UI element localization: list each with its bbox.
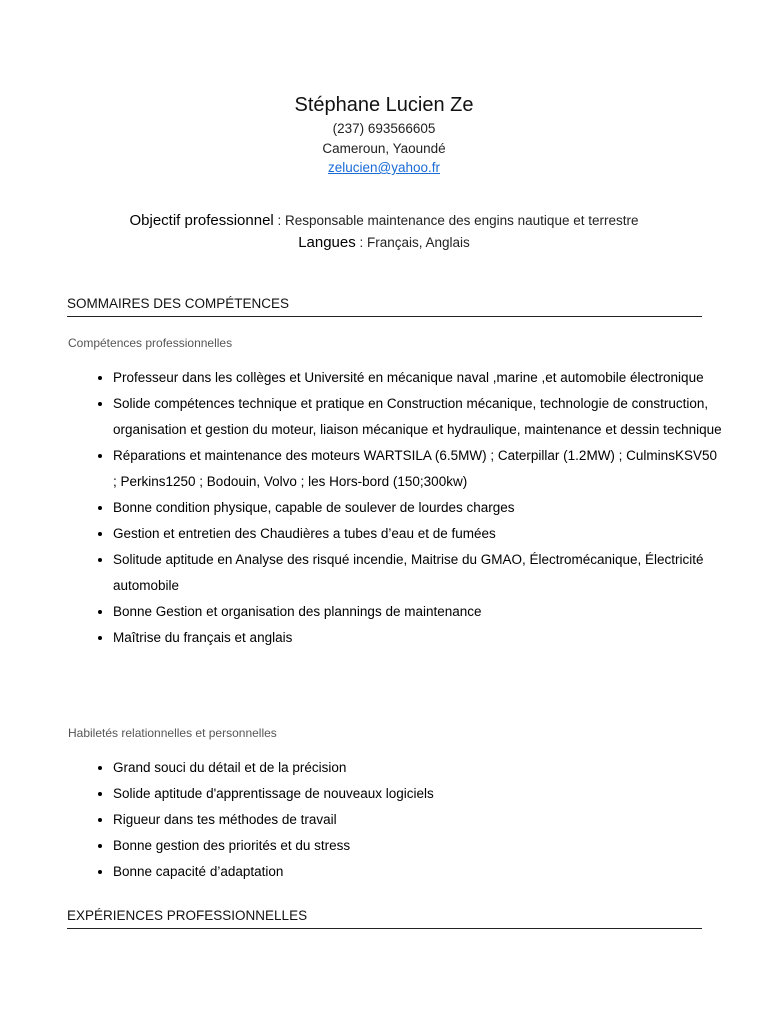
- list-item: • Bonne Gestion et organisation des plannings de maintenance: [113, 599, 723, 625]
- objective-block: [0, 210, 768, 254]
- resume-header: [0, 91, 768, 178]
- email-link[interactable]: zelucien@yahoo.fr: [327, 160, 440, 175]
- list-item: • Solitude aptitude en Analyse des risqué incendie, Maitrise du GMAO, Électromécanique, Électricité automobile: [113, 547, 723, 599]
- list-item: • Bonne condition physique, capable de soulever de lourdes charges: [113, 495, 723, 521]
- objective-label: Objectif professionnel: [129, 212, 274, 229]
- candidate-name: Stéphane Lucien Ze: [294, 94, 474, 116]
- personal-skills-heading: Habiletés relationnelles et personnelles: [68, 726, 277, 740]
- list-item: • Solide aptitude d'apprentissage de nouveaux logiciels: [113, 781, 723, 807]
- list-item: • Solide compétences technique et pratique en Construction mécanique, technologie de construction, organisation et gestion du moteur, liaison mécanique et hydraulique, maintenance et dessin technique: [113, 391, 723, 443]
- location: Cameroun, Yaoundé: [322, 140, 446, 156]
- list-item: • Maîtrise du français et anglais: [113, 625, 723, 651]
- professional-skills-list: [68, 365, 723, 651]
- objective-line: [0, 210, 768, 232]
- languages-line: [0, 232, 768, 254]
- list-item: • Gestion et entretien des Chaudières a tubes d’eau et de fumées: [113, 521, 723, 547]
- list-item: • Bonne gestion des priorités et du stress: [113, 833, 723, 859]
- personal-skills-list: [68, 755, 723, 885]
- list-item: • Rigueur dans tes méthodes de travail: [113, 807, 723, 833]
- languages-label: Langues: [298, 234, 356, 251]
- list-item: • Bonne capacité d’adaptation: [113, 859, 723, 885]
- list-item: • Professeur dans les collèges et Université en mécanique naval ,marine ,et automobile électronique: [113, 365, 723, 391]
- experience-section-title: EXPÉRIENCES PROFESSIONNELLES: [67, 908, 702, 929]
- professional-skills-heading: Compétences professionnelles: [68, 336, 233, 350]
- skills-section-title: SOMMAIRES DES COMPÉTENCES: [67, 296, 702, 317]
- list-item: • Grand souci du détail et de la précision: [113, 755, 723, 781]
- list-item: • Réparations et maintenance des moteurs WARTSILA (6.5MW) ; Caterpillar (1.2MW) ; CulminsKSV50 ; Perkins1250 ; Bodouin, Volvo ; les Hors-bord (150;300kw): [113, 443, 723, 495]
- languages-text: : Français, Anglais: [355, 235, 470, 250]
- phone-number: (237) 693566605: [332, 121, 436, 136]
- objective-text: : Responsable maintenance des engins nautique et terrestre: [273, 213, 639, 228]
